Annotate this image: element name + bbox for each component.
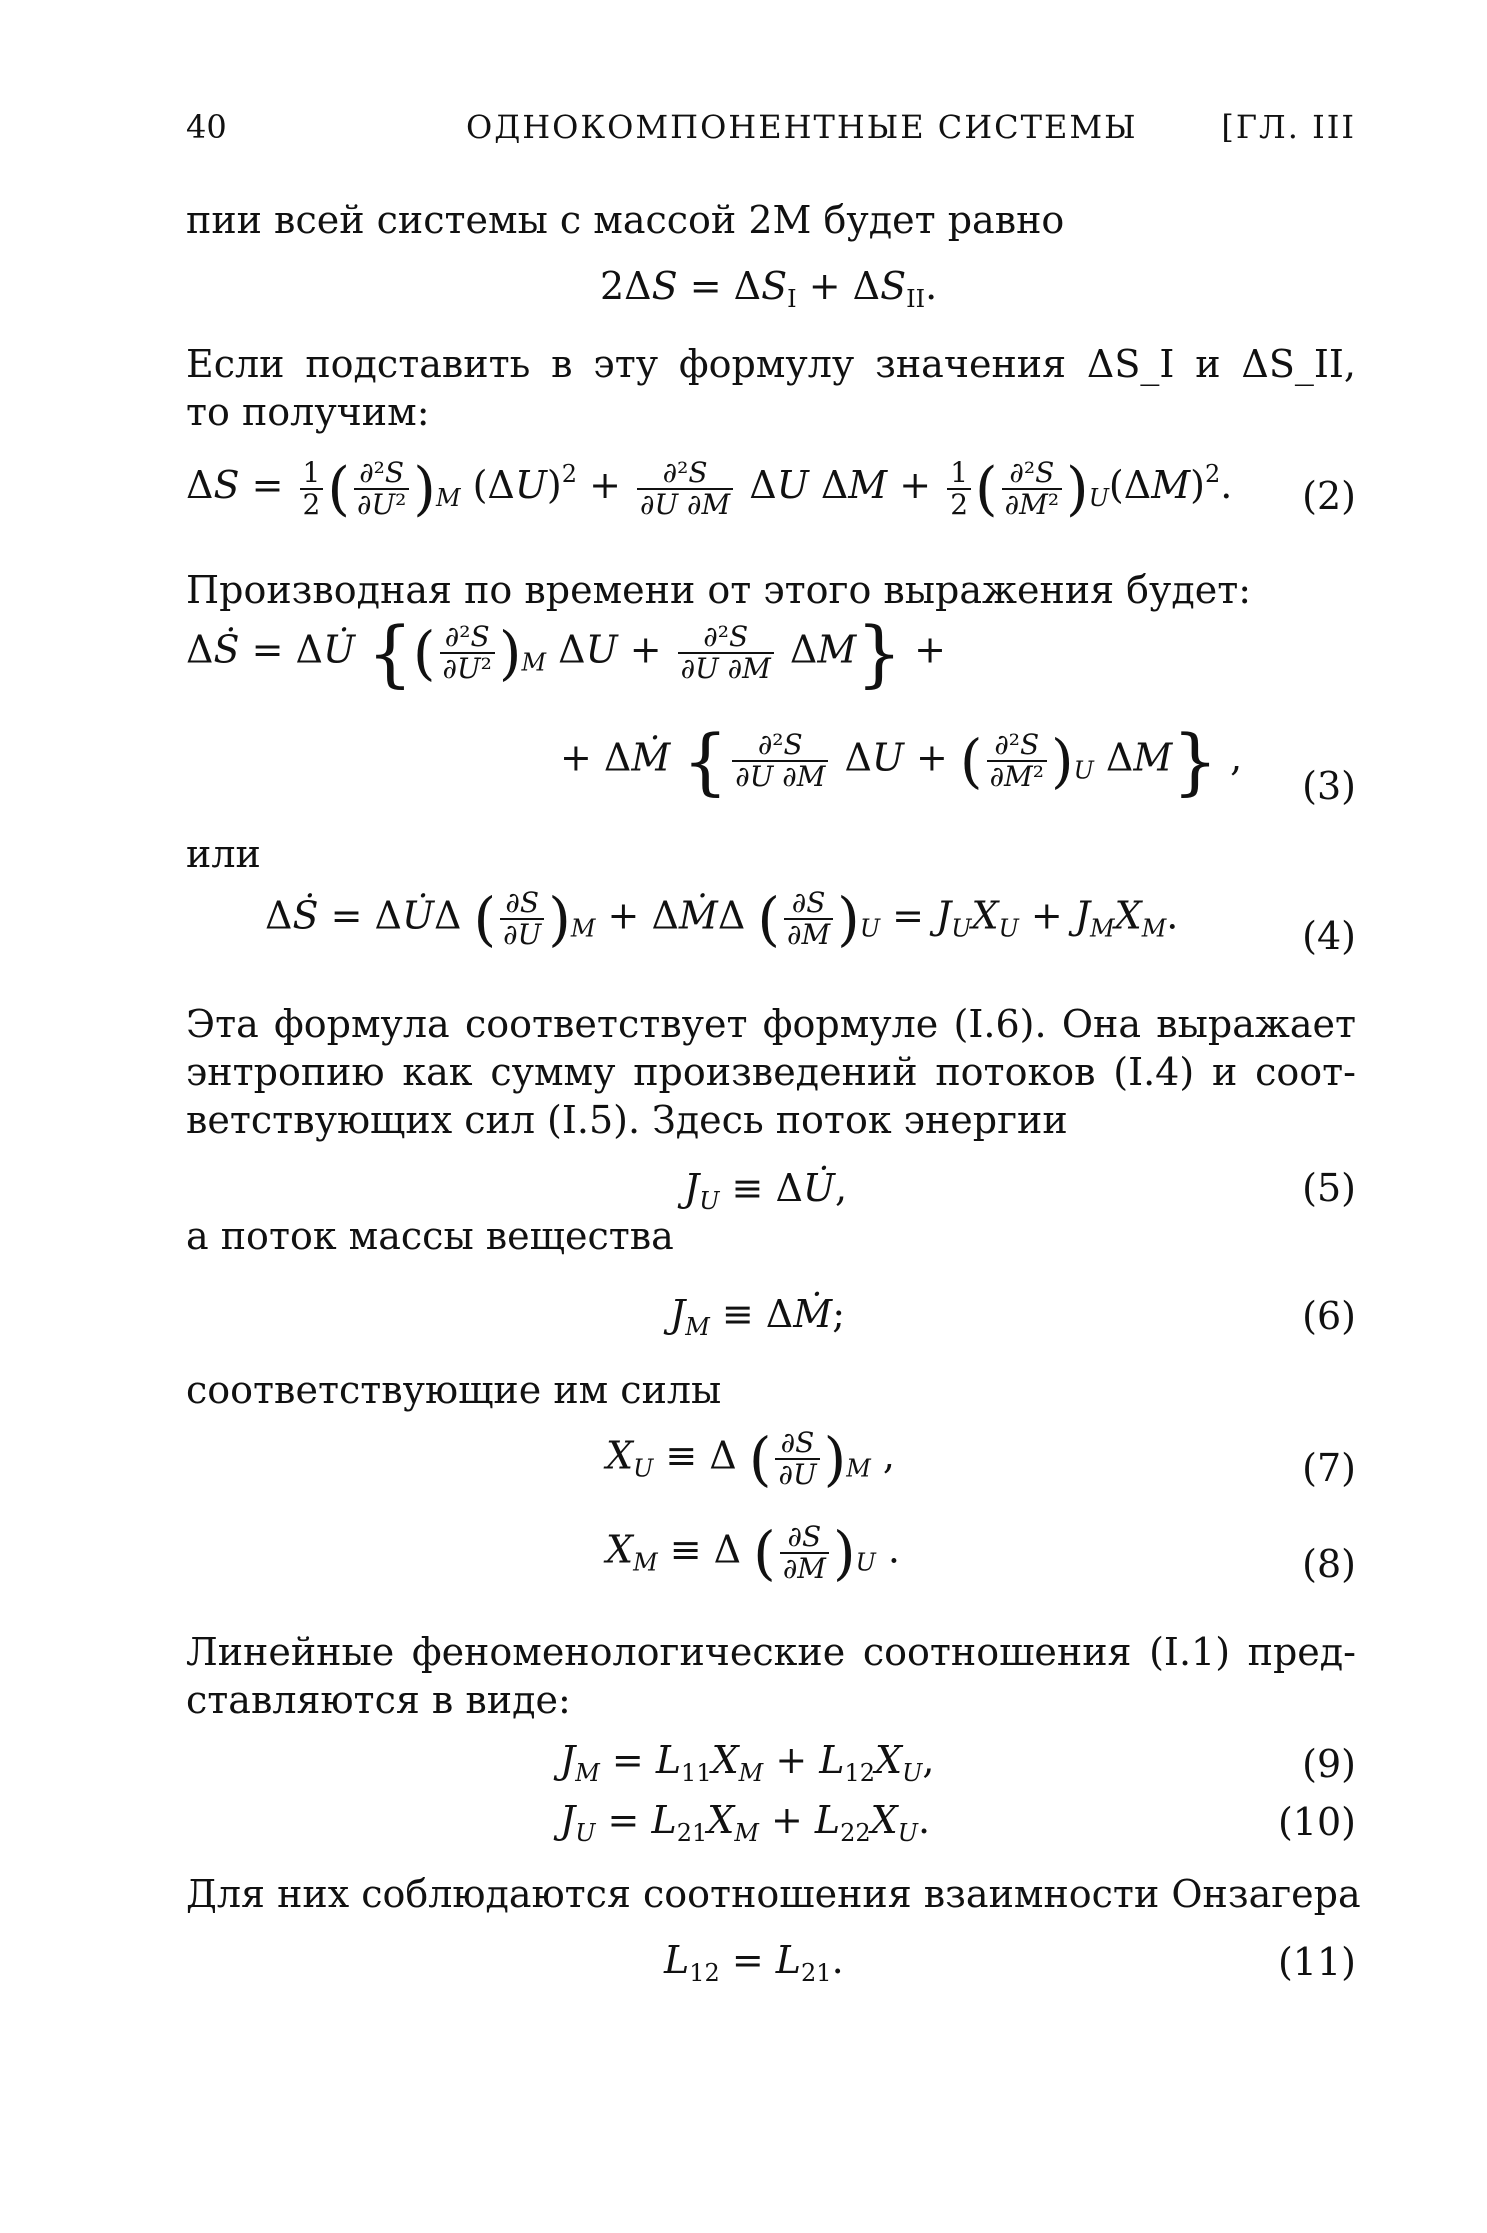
page-number: 40: [186, 108, 227, 146]
equation-number-10: (10): [1277, 1800, 1356, 1844]
paragraph-3: Производная по времени от этого выражения будет:: [186, 568, 1252, 612]
paragraph-2-line-2: то получим:: [186, 390, 430, 434]
equation-number-4: (4): [1302, 914, 1356, 958]
equation-number-9: (9): [1302, 1742, 1356, 1786]
equation-5: $J_U$ ≡ ΔU̇,: [684, 1166, 848, 1215]
equation-9: $J_M = L_{11}X_M + L_{12}X_U$,: [560, 1738, 935, 1787]
paragraph-7: соответствующие им силы: [186, 1368, 722, 1412]
equation-6: $J_M$ ≡ ΔṀ;: [670, 1292, 845, 1341]
paragraph-8-line-1: Линейные феноменологические соотношения (I.1) пред-: [186, 1630, 1356, 1674]
paragraph-4: или: [186, 832, 261, 876]
equation-2: ΔS = $\frac{1}{2}$ ( $\frac{\text{∂²S}}{\text{∂U²}}$ )$_M$ $(\Delta U)^2$ + $\frac{\text{∂²S}}{\partial U \partial M}$ ΔU ΔM + $\frac{1}{2}$ ( $\frac{\text{∂²S}}{\text{∂M²}}$ )$_U(\Delta M)^2$.: [186, 454, 1233, 523]
equation-number-8: (8): [1302, 1542, 1356, 1586]
paragraph-8-line-2: ставляются в виде:: [186, 1678, 571, 1722]
paragraph-1: пии всей системы с массой 2M будет равно: [186, 198, 1065, 242]
equation-number-3: (3): [1302, 764, 1356, 808]
running-header: [186, 108, 1356, 152]
chapter-title: ОДНОКОМПОНЕНТНЫЕ СИСТЕМЫ: [466, 108, 1138, 146]
equation-10: $J_U = L_{21}X_M + L_{22}X_U$.: [560, 1798, 931, 1847]
equation-3-line-2: + ΔṀ { $\frac{\text{∂²S}}{\partial U \partial M}$ ΔU + ( $\frac{\text{∂²S}}{\text{∂M²}}$ )$_U$ ΔM} ,: [560, 719, 1243, 803]
paragraph-9: Для них соблюдаются соотношения взаимности Онзагера: [186, 1872, 1361, 1916]
equation-number-11: (11): [1277, 1940, 1356, 1984]
chapter-label: [ГЛ. III: [1221, 108, 1356, 146]
equation-number-6: (6): [1302, 1294, 1356, 1338]
paragraph-5-line-2: энтропию как сумму произведений потоков (I.4) и соот-: [186, 1050, 1356, 1094]
equation-7: $X_U \equiv \Delta$ ( $\frac{\partial S}{\partial U}$ )$_M$ ,: [606, 1425, 895, 1493]
eq-sum-text: [0, 0, 1, 1]
equation-8: $X_M \equiv \Delta$ ( $\frac{\partial S}{\partial M}$ )$_U$ .: [606, 1519, 901, 1587]
equation-number-5: (5): [1302, 1166, 1356, 1210]
paragraph-2-line-1: Если подставить в эту формулу значения ΔS_I и ΔS_II,: [186, 342, 1356, 386]
equation-3-line-1: ΔṠ = ΔU̇ {( $\frac{\text{∂²S}}{\text{∂U²}}$ )$_M$ ΔU + $\frac{\text{∂²S}}{\partial U \partial M}$ ΔM} +: [186, 611, 946, 695]
paragraph-6: а поток массы вещества: [186, 1214, 674, 1258]
equation-4: ΔṠ = ΔU̇Δ ( $\frac{\partial S}{\partial U}$ )$_M$ + ΔṀΔ ( $\frac{\partial S}{\partial M}$ )$_U = J_UX_U + J_MX_M$.: [265, 885, 1179, 953]
equation-entropy-sum: $2\Delta S = \Delta S_I + \Delta S_{II}$.: [600, 264, 938, 313]
equation-11: $L_{12} = L_{21}$.: [664, 1938, 844, 1987]
equation-text-store: [0, 0, 1, 1]
paragraph-5-line-3: ветствующих сил (I.5). Здесь поток энергии: [186, 1098, 1068, 1142]
equation-number-2: (2): [1302, 474, 1356, 518]
paragraph-5-line-1: Эта формула соответствует формуле (I.6). Она выражает: [186, 1002, 1356, 1046]
equation-number-7: (7): [1302, 1446, 1356, 1490]
